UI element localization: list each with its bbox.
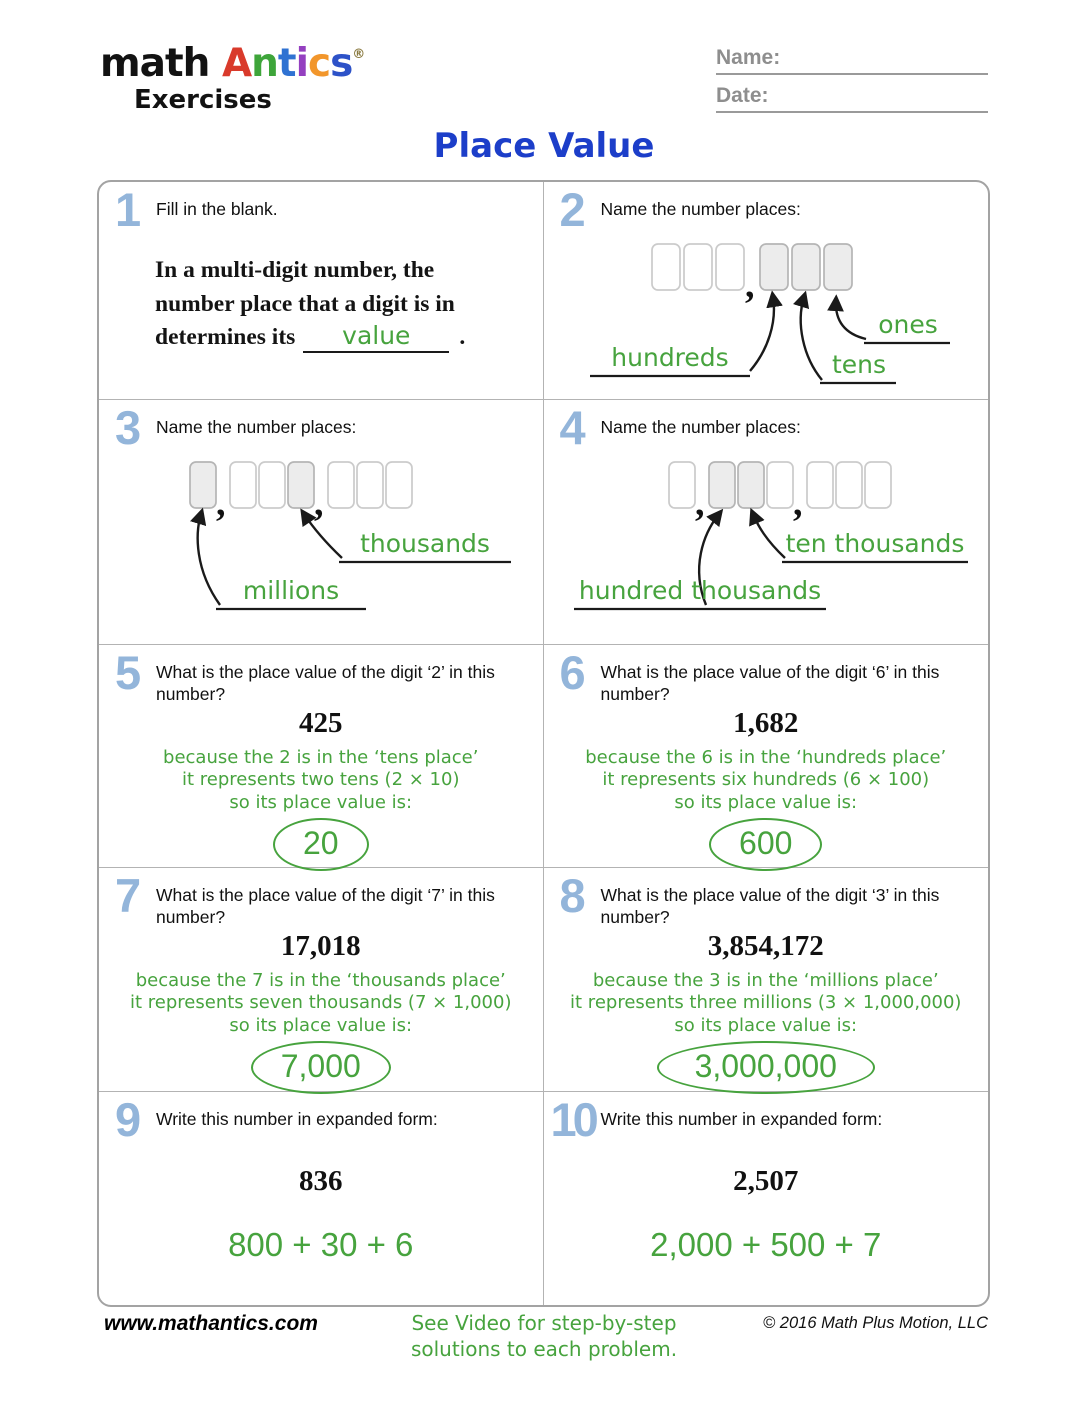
problem-1-prompt: Fill in the blank. (156, 199, 278, 219)
circled-answer: 7,000 (251, 1041, 391, 1094)
millions-label: millions (242, 576, 340, 605)
digit-box (669, 462, 695, 508)
problem-4-prompt: Name the number places: (600, 417, 801, 437)
digit-box (357, 462, 383, 508)
problem-1-cell (99, 182, 544, 400)
digit-box (386, 462, 412, 508)
digit-box (684, 244, 712, 290)
explanation-line: because the 6 is in the ‘hundreds place’ (585, 746, 947, 768)
problem-10-expanded-answer: 2,000 + 500 + 7 (650, 1226, 882, 1264)
digit-box-highlighted (824, 244, 852, 290)
name-field (716, 46, 988, 75)
digit-box-highlighted (792, 244, 820, 290)
problem-4-diagram (544, 400, 987, 632)
hundreds-label: hundreds (610, 343, 729, 372)
digit-box-highlighted (190, 462, 216, 508)
problem-7-explanation (99, 970, 543, 1038)
problems-grid (97, 180, 990, 1307)
problem-7-badge: 7 (115, 869, 141, 922)
name-label: Name: (716, 46, 781, 69)
problem-10-prompt: Write this number in expanded form: (600, 1109, 883, 1129)
explanation-line: so its place value is: (674, 1015, 858, 1037)
problem-10-number: 2,507 (733, 1165, 799, 1198)
explanation-line: it represents six hundreds (6 × 100) (602, 769, 930, 791)
arrow-to-ones-box (835, 301, 865, 339)
copyright-notice: © 2016 Math Plus Motion, LLC (763, 1314, 988, 1332)
explanation-line: it represents two tens (2 × 10) (182, 769, 460, 791)
problem-3-prompt: Name the number places: (156, 417, 357, 437)
date-label: Date: (716, 84, 769, 107)
problem-4-cell (544, 400, 989, 645)
logo-word-antics: Antics (221, 41, 353, 86)
digit-box (230, 462, 256, 508)
explanation-line: because the 3 is in the ‘millions place’ (592, 969, 939, 991)
thousands-label: thousands (360, 529, 490, 558)
digit-box-row (652, 244, 852, 306)
problem-6-explanation (544, 747, 989, 815)
problem-8-answer-wrap (544, 1041, 989, 1094)
digit-box (259, 462, 285, 508)
statement-line-2: number place that a digit is in (155, 290, 455, 317)
arrow-to-tens-box (800, 297, 821, 380)
statement-period: . (459, 324, 466, 351)
digit-box (716, 244, 744, 290)
digit-box (328, 462, 354, 508)
problem-6-answer-wrap (544, 818, 989, 871)
comma-separator: , (314, 482, 324, 524)
comma-separator: , (744, 264, 754, 306)
logo-wordmark (100, 41, 365, 86)
statement-line-1: In a multi-digit number, the (155, 257, 435, 284)
problem-3-cell (99, 400, 544, 645)
problem-5-cell (99, 645, 544, 868)
circled-answer: 20 (273, 818, 369, 871)
explanation-line: it represents seven thousands (7 × 1,000) (130, 992, 512, 1014)
arrow-to-ten-thousands-box (753, 514, 785, 558)
problem-10-badge: 10 (550, 1093, 595, 1146)
circled-answer: 600 (709, 818, 822, 871)
problem-2-badge: 2 (559, 183, 585, 236)
problem-10-cell (544, 1092, 989, 1305)
problem-7-cell (99, 868, 544, 1092)
problem-1-statement (155, 254, 529, 354)
registered-mark: ® (352, 47, 365, 62)
problem-7-number: 17,018 (280, 929, 361, 962)
problem-6-number: 1,682 (733, 706, 799, 739)
digit-box-highlighted (760, 244, 788, 290)
problem-4-badge: 4 (559, 401, 585, 454)
ones-label: ones (877, 310, 938, 339)
problem-9-expanded-answer: 800 + 30 + 6 (228, 1226, 414, 1264)
arrow-to-millions-box (198, 514, 220, 605)
problem-5-badge: 5 (115, 646, 141, 699)
website-url: www.mathantics.com (104, 1312, 318, 1335)
ten-thousands-label: ten thousands (785, 529, 964, 558)
footer-note-line-1: See Video for step-by-step (411, 1311, 677, 1335)
problem-8-prompt: What is the place value of the digit ‘3’ in this number? (600, 885, 940, 928)
problem-8-badge: 8 (559, 869, 585, 922)
problem-9-cell (99, 1092, 544, 1305)
explanation-line: because the 2 is in the ‘tens place’ (163, 746, 479, 768)
page-title: Place Value (433, 126, 655, 166)
problem-8-explanation (544, 970, 989, 1038)
problem-9-number: 836 (299, 1165, 343, 1198)
date-field (716, 84, 988, 113)
digit-box (652, 244, 680, 290)
digit-box-highlighted (709, 462, 735, 508)
blank-answer: value (342, 321, 411, 351)
problem-6-prompt: What is the place value of the digit ‘6’ in this number? (600, 662, 940, 705)
problem-5-number: 425 (299, 706, 343, 739)
comma-separator: , (216, 482, 226, 524)
problem-3-diagram (99, 400, 545, 632)
hundred-thousands-label: hundred thousands (578, 576, 821, 605)
explanation-line: so its place value is: (674, 792, 858, 814)
problem-9-prompt: Write this number in expanded form: (156, 1109, 438, 1129)
logo-word-math: math (100, 41, 210, 86)
problem-5-explanation (99, 747, 543, 815)
explanation-line: so its place value is: (229, 792, 413, 814)
problem-2-prompt: Name the number places: (600, 199, 801, 219)
explanation-line: it represents three millions (3 × 1,000,000) (570, 992, 962, 1014)
problem-6-cell (544, 645, 989, 868)
digit-box-highlighted (738, 462, 764, 508)
explanation-line: because the 7 is in the ‘thousands place’ (135, 969, 506, 991)
statement-line-3: determines its (155, 324, 296, 351)
digit-box (767, 462, 793, 508)
problem-9-badge: 9 (115, 1093, 141, 1146)
problem-2-diagram (544, 182, 987, 398)
digit-box-highlighted (288, 462, 314, 508)
digit-box (836, 462, 862, 508)
footer-note-line-2: solutions to each problem. (410, 1337, 678, 1361)
fill-in-blank (303, 323, 449, 353)
arrow-to-hundreds-box (750, 297, 774, 371)
problem-5-prompt: What is the place value of the digit ‘2’ in this number? (156, 662, 495, 705)
comma-separator: , (694, 482, 704, 524)
digit-box-row (669, 462, 891, 524)
explanation-line: so its place value is: (229, 1015, 413, 1037)
problem-7-prompt: What is the place value of the digit ‘7’ in this number? (156, 885, 495, 928)
problem-6-badge: 6 (559, 646, 585, 699)
problem-3-badge: 3 (115, 401, 141, 454)
digit-box (807, 462, 833, 508)
problem-2-cell (544, 182, 989, 400)
tens-label: tens (831, 350, 886, 379)
comma-separator: , (792, 482, 802, 524)
problem-8-cell (544, 868, 989, 1092)
problem-8-number: 3,854,172 (707, 929, 824, 962)
problem-1-badge: 1 (115, 183, 141, 236)
math-antics-logo (100, 41, 365, 115)
digit-box-row (190, 462, 412, 524)
problem-7-answer-wrap (99, 1041, 543, 1094)
problem-5-answer-wrap (99, 818, 543, 871)
digit-box (865, 462, 891, 508)
circled-answer: 3,000,000 (657, 1041, 875, 1094)
logo-subtitle: Exercises (134, 85, 272, 115)
